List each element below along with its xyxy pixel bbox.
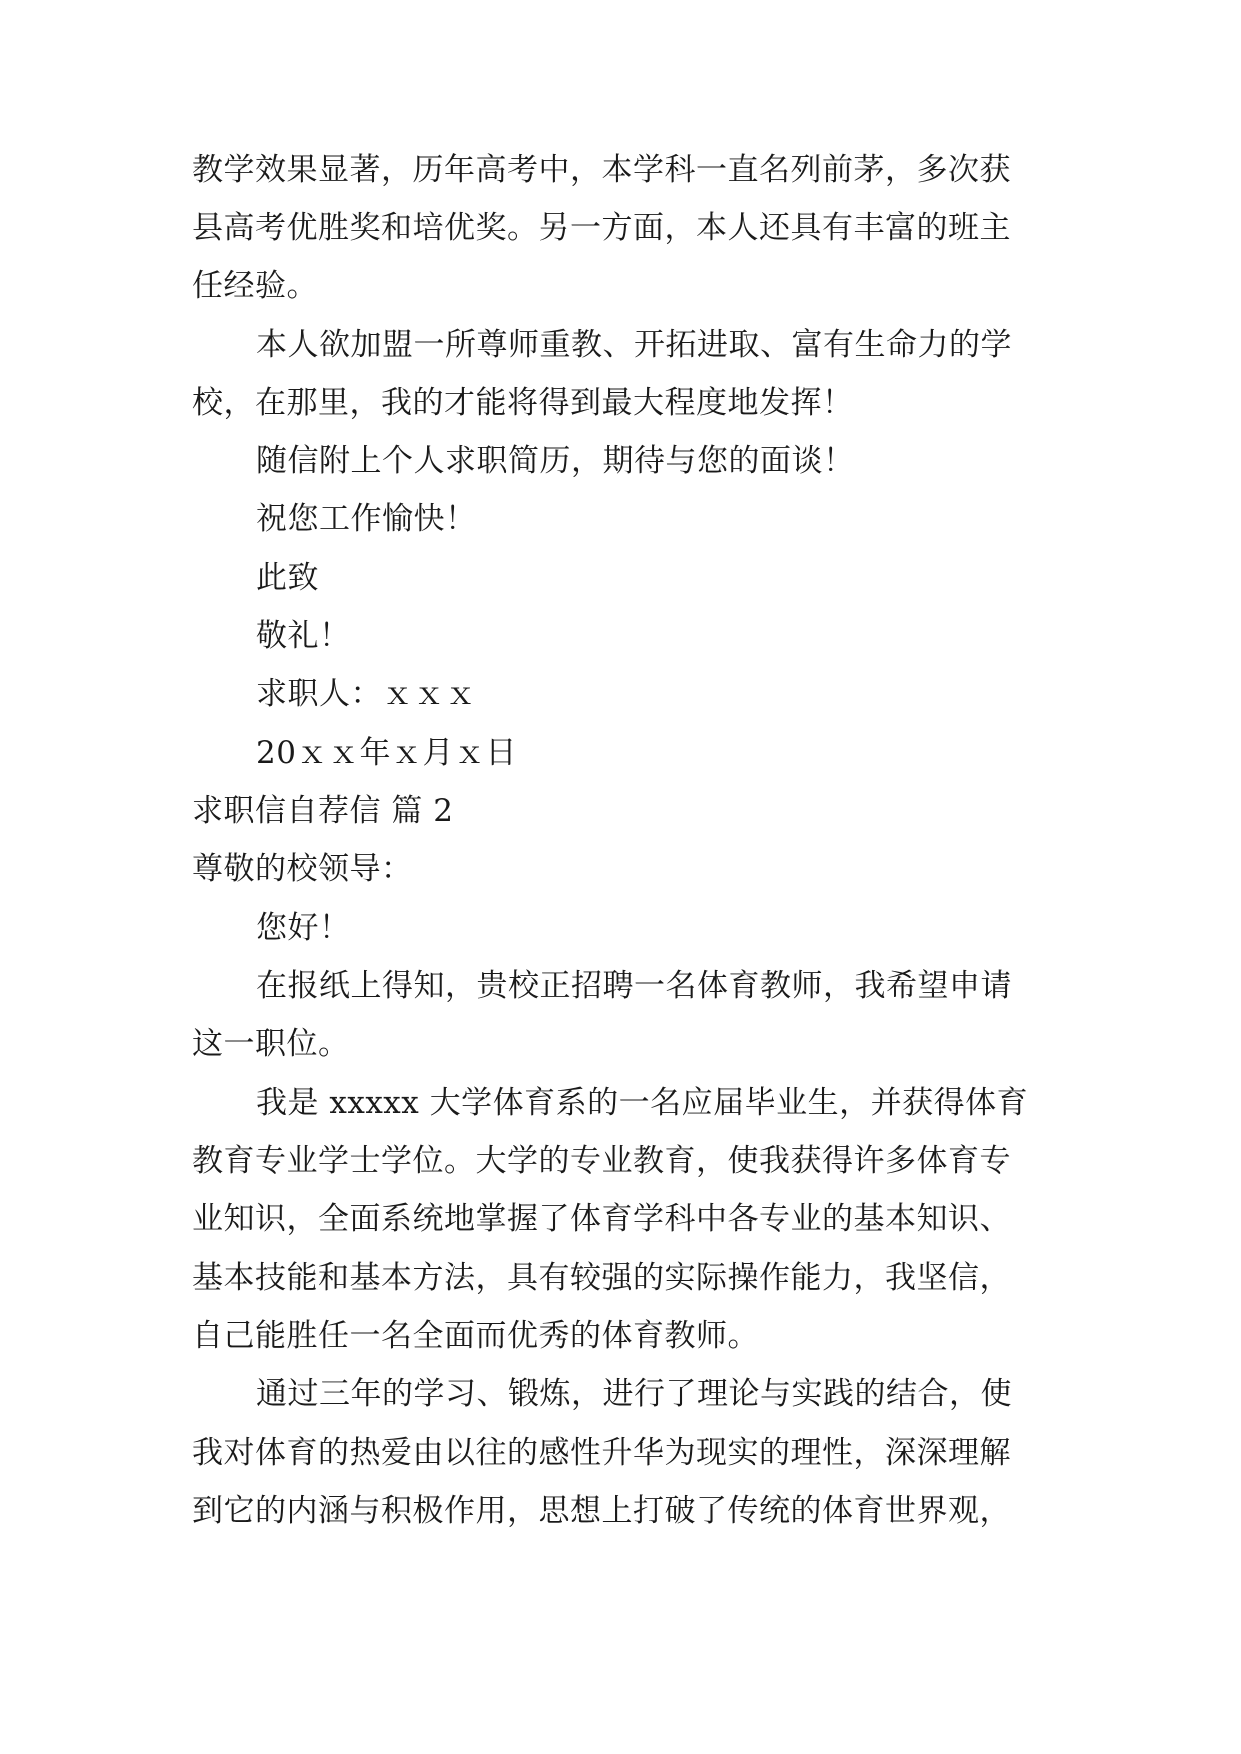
paragraph-line: 我是 xxxxx 大学体育系的一名应届毕业生，并获得体育 bbox=[256, 1085, 1029, 1121]
paragraph-line: 到它的内涵与积极作用，思想上打破了传统的体育世界观， bbox=[192, 1493, 1011, 1529]
paragraph-line: 随信附上个人求职简历，期待与您的面谈！ bbox=[256, 443, 855, 479]
greeting: 尊敬的校领导： bbox=[192, 851, 413, 887]
paragraph-line: 通过三年的学习、锻炼，进行了理论与实践的结合，使 bbox=[256, 1376, 1012, 1412]
section-heading: 求职信自荐信 篇 2 bbox=[192, 793, 454, 829]
paragraph-line: 这一职位。 bbox=[192, 1026, 350, 1062]
paragraph-line: 业知识，全面系统地掌握了体育学科中各专业的基本知识、 bbox=[192, 1201, 1011, 1237]
paragraph-line: 我对体育的热爱由以往的感性升华为现实的理性，深深理解 bbox=[192, 1435, 1011, 1471]
paragraph-line: 自己能胜任一名全面而优秀的体育教师。 bbox=[192, 1318, 759, 1354]
paragraph-line: 教学效果显著，历年高考中，本学科一直名列前茅，多次获 bbox=[192, 152, 1011, 188]
date-line: 20ｘｘ年ｘ月ｘ日 bbox=[256, 735, 517, 771]
closing-wish: 祝您工作愉快！ bbox=[256, 501, 477, 537]
paragraph-line: 任经验。 bbox=[192, 268, 318, 304]
paragraph-line: 县高考优胜奖和培优奖。另一方面，本人还具有丰富的班主 bbox=[192, 210, 1011, 246]
signature-line: 求职人：ｘｘｘ bbox=[256, 676, 477, 712]
greeting: 您好！ bbox=[256, 910, 351, 946]
closing-salutation: 敬礼！ bbox=[256, 618, 351, 654]
paragraph-line: 校，在那里，我的才能将得到最大程度地发挥！ bbox=[192, 385, 854, 421]
closing-salutation: 此致 bbox=[256, 560, 319, 596]
paragraph-line: 在报纸上得知，贵校正招聘一名体育教师，我希望申请 bbox=[256, 968, 1012, 1004]
paragraph-line: 教育专业学士学位。大学的专业教育，使我获得许多体育专 bbox=[192, 1143, 1011, 1179]
paragraph-line: 基本技能和基本方法，具有较强的实际操作能力，我坚信， bbox=[192, 1260, 1011, 1296]
paragraph-line: 本人欲加盟一所尊师重教、开拓进取、富有生命力的学 bbox=[256, 327, 1012, 363]
